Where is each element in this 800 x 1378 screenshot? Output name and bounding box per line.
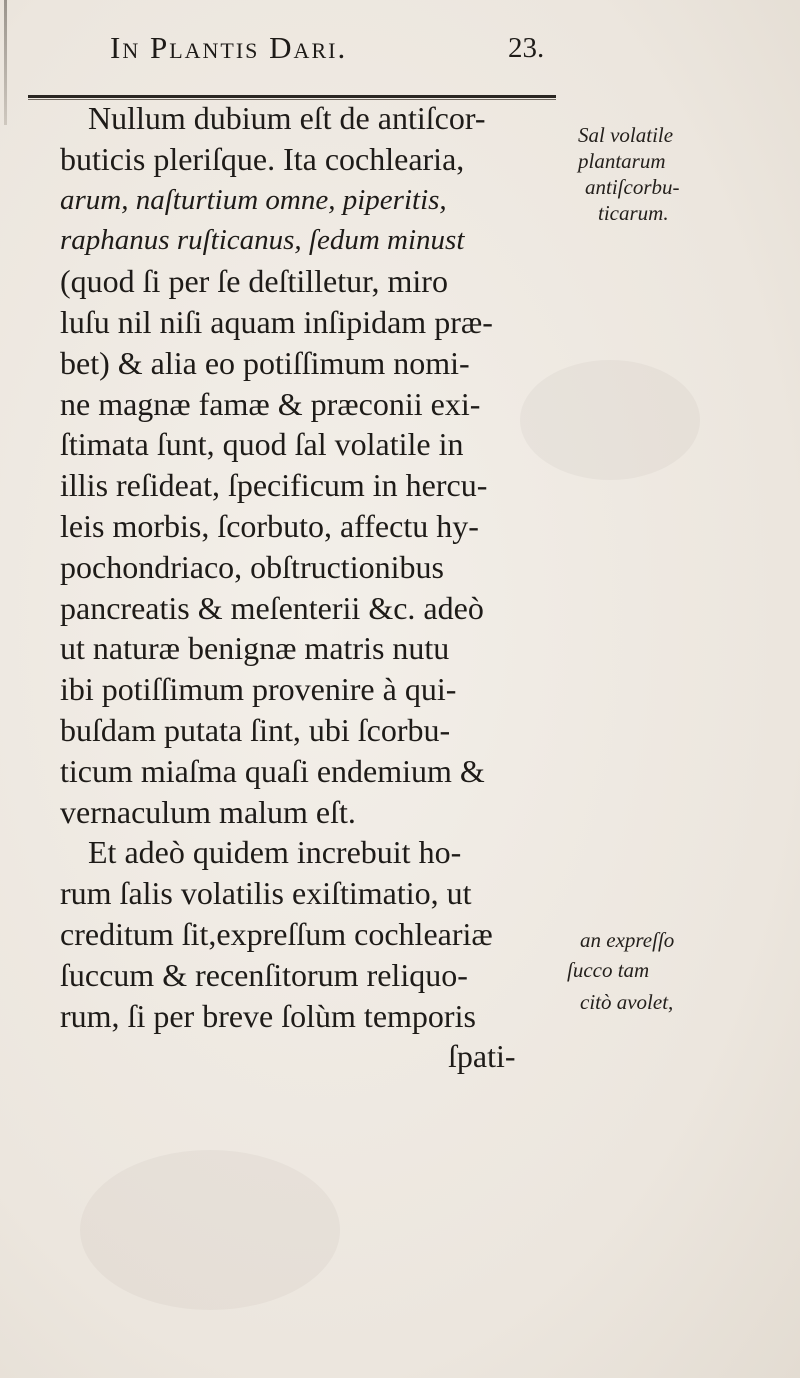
- body-text: [60, 98, 560, 1077]
- text-line: Et adeò quidem increbuit ho-: [88, 834, 462, 871]
- text-line: ticum miaſma quaſi endemium &: [60, 752, 485, 789]
- page-edge-shadow: [4, 0, 7, 125]
- margin-note-line: antiſcorbu-: [585, 175, 680, 199]
- text-line: leis morbis, ſcorbuto, affectu hy-: [60, 507, 479, 544]
- page-number: 23.: [508, 32, 545, 64]
- text-line: buticis pleriſque. Ita cochlearia,: [60, 140, 465, 177]
- text-line: luſu nil niſi aquam inſipidam præ-: [60, 303, 493, 340]
- text-line: vernaculum malum eſt.: [60, 793, 356, 830]
- text-line: bet) & alia eo potiſſimum nomi-: [60, 344, 470, 381]
- text-line: illis reſideat, ſpecificum in hercu-: [60, 467, 488, 504]
- paper-stain: [80, 1150, 340, 1310]
- text-line: arum, naſturtium omne, piperitis,: [60, 183, 447, 216]
- text-line: raphanus ruſticanus, ſedum minust: [60, 224, 465, 257]
- catchword: ſpati-: [448, 1038, 516, 1075]
- text-line: Nullum dubium eſt de antiſcor-: [88, 100, 486, 136]
- text-line: rum ſalis volatilis exiſtimatio, ut: [60, 875, 472, 912]
- margin-note-line: ticarum.: [598, 201, 669, 225]
- text-line: buſdam putata ſint, ubi ſcorbu-: [60, 711, 451, 748]
- margin-note-line: ſucco tam: [567, 958, 650, 982]
- margin-note-line: Sal volatile: [578, 123, 674, 147]
- running-head: [110, 30, 550, 70]
- margin-note-line: an expreſſo: [580, 928, 675, 952]
- text-line: rum, ſi per breve ſolùm temporis: [60, 997, 476, 1034]
- text-line: ibi potiſſimum provenire à qui-: [60, 671, 457, 708]
- text-line: ne magnæ famæ & præconii exi-: [60, 385, 481, 422]
- text-line: ſuccum & recenſitorum reliquo-: [60, 956, 468, 993]
- text-line: creditum ſit,expreſſum cochleariæ: [60, 915, 493, 952]
- text-line: pochondriaco, obſtructionibus: [60, 548, 444, 585]
- text-line: ut naturæ benignæ matris nutu: [60, 630, 450, 667]
- text-line: pancreatis & meſenterii &c. adeò: [60, 589, 484, 626]
- margin-note-line: plantarum: [578, 149, 666, 173]
- text-line: (quod ſi per ſe deſtilletur, miro: [60, 263, 448, 300]
- text-line: ſtimata ſunt, quod ſal volatile in: [60, 426, 464, 463]
- running-head-title: In Plantis Dari.: [110, 30, 348, 65]
- margin-note-line: citò avolet,: [580, 990, 674, 1014]
